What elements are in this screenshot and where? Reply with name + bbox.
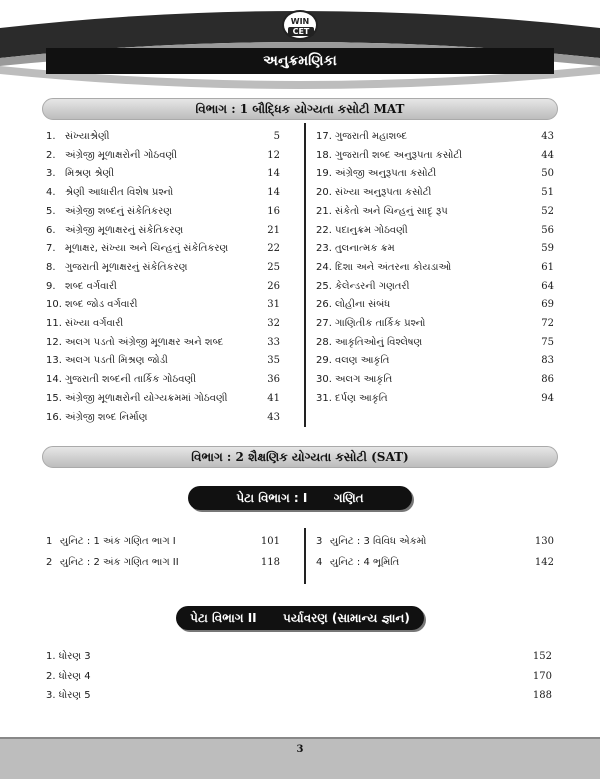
page-title: અનુક્રમણિકા <box>46 48 554 74</box>
entry-title: અંગ્રેજી મૂળાક્ષરનું સંકેતિકરણ <box>65 224 184 236</box>
entry-number: 30. <box>316 374 332 386</box>
toc-entry <box>46 533 280 551</box>
toc-entry <box>316 296 554 314</box>
entry-page-number: 61 <box>541 261 554 273</box>
entry-page-number: 170 <box>532 670 552 682</box>
entry-title: અંગ્રેજી મૂળાક્ષરોની ગોઠવણી <box>65 149 178 161</box>
entry-title: શબ્દ જોડ વર્ગવારી <box>65 299 138 311</box>
entry-page-number: 22 <box>267 243 280 255</box>
entry-number: 28. <box>316 336 332 348</box>
page-footer <box>0 737 600 779</box>
toc-entry <box>46 668 552 686</box>
entry-number: 27. <box>316 318 332 329</box>
toc-entry <box>46 371 280 389</box>
entry-title: 1. ધોરણ 3 <box>46 651 91 662</box>
toc-entry <box>316 390 554 408</box>
entry-title: અલગ પડતો અંગ્રેજી મૂળાક્ષર અને શબ્દ <box>65 336 224 348</box>
toc-entry <box>46 147 280 165</box>
entry-title: સંકેતો અને ચિન્હનું સાદૃ રૂપ <box>335 205 448 217</box>
entry-page-number: 31 <box>267 299 280 311</box>
entry-title: દિશા અને અંતરના કોયડાઓ <box>335 261 452 273</box>
subsection-2-label: પેટા વિભાગ II <box>190 611 257 625</box>
entry-title: વલણ આકૃતિ <box>335 355 390 367</box>
toc-entry <box>316 128 554 146</box>
toc-entry <box>46 315 280 333</box>
entry-page-number: 12 <box>267 149 280 161</box>
toc-entry <box>46 222 280 240</box>
entry-page-number: 64 <box>541 280 554 292</box>
entry-title: 2. ધોરણ 4 <box>46 670 91 682</box>
entry-page-number: 72 <box>541 318 554 329</box>
entry-title: સંખ્યા વર્ગવારી <box>65 318 124 329</box>
entry-page-number: 188 <box>532 690 552 701</box>
toc-entry <box>46 165 280 183</box>
entry-page-number: 152 <box>532 651 552 662</box>
entry-page-number: 32 <box>267 318 280 329</box>
entry-number: 3. <box>46 168 56 180</box>
subsection-2-heading <box>176 606 424 630</box>
entry-number: 15. <box>46 392 62 404</box>
entry-number: 3 <box>316 536 323 547</box>
entry-page-number: 50 <box>541 168 554 180</box>
entry-title: સંખ્યાશ્રેણી <box>65 131 110 142</box>
entry-title: અલગ આકૃતિ <box>335 374 393 386</box>
entry-number: 21. <box>316 205 332 217</box>
entry-title: 3. ધોરણ 5 <box>46 690 91 701</box>
page-number: 3 <box>296 744 304 755</box>
entry-number: 4 <box>316 557 323 568</box>
entry-page-number: 51 <box>541 187 554 199</box>
toc-entry <box>316 554 554 572</box>
entry-page-number: 59 <box>541 243 554 255</box>
entry-page-number: 14 <box>267 168 280 180</box>
entry-number: 6. <box>46 224 56 236</box>
entry-page-number: 130 <box>534 536 554 547</box>
toc-entry <box>46 278 280 296</box>
entry-number: 2 <box>46 557 53 568</box>
entry-number: 25. <box>316 280 332 292</box>
toc-entry <box>316 147 554 165</box>
entry-title: ગુજરાતી શબ્દ અનુરૂપતા કસોટી <box>335 149 463 161</box>
toc-entry <box>316 259 554 277</box>
entry-page-number: 94 <box>541 392 554 404</box>
entry-number: 19. <box>316 168 332 180</box>
entry-title: અંગ્રેજી મૂળાક્ષરોની યોગ્યક્રમમાં ગોઠવણી <box>65 392 228 404</box>
toc-entry <box>46 554 280 572</box>
entry-title: ગુજરાતી મહાશબ્દ <box>335 131 408 142</box>
toc-entry <box>316 315 554 333</box>
entry-title: શબ્દ વર્ગવારી <box>65 280 117 292</box>
entry-number: 14. <box>46 374 62 386</box>
section-2-heading: વિભાગ : 2 શૈક્ષણિક યોગ્યતા કસોટી (SAT) <box>42 446 558 468</box>
entry-title: પદાનુક્રમ ગોઠવણી <box>335 224 408 236</box>
toc-entry <box>46 687 552 705</box>
entry-page-number: 44 <box>541 149 554 161</box>
entry-number: 13. <box>46 355 62 367</box>
toc-entry <box>316 278 554 296</box>
entry-title: ગાણિતીક તાર્કિક પ્રશ્નો <box>335 318 426 329</box>
entry-number: 10. <box>46 299 62 311</box>
entry-page-number: 14 <box>267 187 280 199</box>
entry-page-number: 36 <box>267 374 280 386</box>
entry-page-number: 86 <box>541 374 554 386</box>
entry-title: દર્પણ આકૃતિ <box>335 392 388 404</box>
entry-title: યુનિટ : 1 અંક ગણિત ભાગ I <box>60 536 176 547</box>
entry-number: 17. <box>316 131 332 142</box>
entry-page-number: 21 <box>267 224 280 236</box>
section-1-heading: વિભાગ : 1 બૌદ્ધિક યોગ્યતા કસોટી MAT <box>42 98 558 120</box>
entry-title: મિશ્રણ શ્રેણી <box>65 168 115 180</box>
entry-page-number: 16 <box>267 205 280 217</box>
entry-title: યુનિટ : 4 ભૂમિતિ <box>330 557 400 568</box>
entry-number: 16. <box>46 411 62 423</box>
entry-number: 26. <box>316 299 332 311</box>
entry-page-number: 52 <box>541 205 554 217</box>
toc-entry <box>46 128 280 146</box>
entry-title: યુનિટ : 3 વિવિધ એકમો <box>330 536 427 547</box>
entry-number: 4. <box>46 187 56 199</box>
entry-number: 5. <box>46 205 56 217</box>
toc-entry <box>46 409 280 427</box>
toc-entry <box>46 390 280 408</box>
entry-page-number: 43 <box>267 411 280 423</box>
entry-page-number: 26 <box>267 280 280 292</box>
entry-page-number: 56 <box>541 224 554 236</box>
entry-number: 9. <box>46 280 56 292</box>
toc-entry <box>316 352 554 370</box>
toc-entry <box>46 240 280 258</box>
toc-entry <box>46 259 280 277</box>
entry-number: 2. <box>46 149 56 161</box>
entry-number: 18. <box>316 149 332 161</box>
entry-page-number: 75 <box>541 336 554 348</box>
subsection-1-label: પેટા વિભાગ : I <box>236 491 308 505</box>
entry-number: 1 <box>46 536 53 547</box>
toc-entry <box>46 334 280 352</box>
entry-title: ગુજરાતી મૂળાક્ષરનું સંકેતિકરણ <box>65 261 188 273</box>
entry-number: 22. <box>316 224 332 236</box>
toc-entry <box>46 648 552 666</box>
toc-entry <box>316 165 554 183</box>
entry-title: યુનિટ : 2 અંક ગણિત ભાગ II <box>60 557 179 568</box>
entry-title: તુલનાત્મક ક્રમ <box>335 243 395 255</box>
entry-page-number: 35 <box>267 355 280 367</box>
toc-entry <box>316 334 554 352</box>
entry-page-number: 118 <box>260 557 280 568</box>
entry-title: મૂળાક્ષર, સંખ્યા અને ચિન્હનું સંકેતિકરણ <box>65 243 229 255</box>
subsection-2-subject: પર્યાવરણ (સામાન્ય જ્ઞાન) <box>283 611 410 625</box>
entry-title: અંગ્રેજી શબ્દનું સંકેતિકરણ <box>65 205 172 217</box>
entry-number: 1. <box>46 131 56 142</box>
toc-entry <box>46 296 280 314</box>
toc-entry <box>46 352 280 370</box>
page-header <box>0 0 600 100</box>
entry-number: 23. <box>316 243 332 255</box>
column-divider <box>304 528 306 584</box>
entry-number: 7. <box>46 243 56 255</box>
entry-page-number: 33 <box>267 336 280 348</box>
toc-entry <box>316 184 554 202</box>
entry-number: 8. <box>46 261 56 273</box>
toc-entry <box>316 371 554 389</box>
entry-title: અંગ્રેજી શબ્દ નિર્માણ <box>65 411 148 423</box>
toc-entry <box>46 184 280 202</box>
entry-title: લોહીના સંબંધ <box>335 299 391 311</box>
entry-title: કેલેન્ડરની ગણતરી <box>335 280 410 292</box>
entry-title: અંગ્રેજી અનુરૂપતા કસોટી <box>335 168 437 180</box>
entry-page-number: 142 <box>534 557 554 568</box>
entry-number: 24. <box>316 261 332 273</box>
entry-title: આકૃતિઓનું વિશ્લેષણ <box>335 336 423 348</box>
entry-title: અલગ પડતી મિશ્રણ જોડી <box>65 355 168 367</box>
entry-number: 29. <box>316 355 332 367</box>
subsection-1-heading <box>188 486 412 510</box>
entry-number: 31. <box>316 392 332 404</box>
toc-entry <box>316 533 554 551</box>
entry-title: સંખ્યા અનુરૂપતા કસોટી <box>335 187 432 199</box>
column-divider <box>304 123 306 427</box>
toc-entry <box>316 222 554 240</box>
entry-number: 12. <box>46 336 62 348</box>
entry-page-number: 5 <box>273 131 280 142</box>
toc-entry <box>316 240 554 258</box>
toc-entry <box>316 203 554 221</box>
entry-page-number: 25 <box>267 261 280 273</box>
entry-number: 11. <box>46 318 62 329</box>
entry-number: 20. <box>316 187 332 199</box>
subsection-1-subject: ગણિત <box>333 491 364 505</box>
entry-title: ગુજરાતી શબ્દની તાર્કિક ગોઠવણી <box>65 374 197 386</box>
entry-title: શ્રેણી આધારીત વિશેષ પ્રશ્નો <box>65 187 174 199</box>
toc-entry <box>46 203 280 221</box>
entry-page-number: 69 <box>541 299 554 311</box>
entry-page-number: 41 <box>267 392 280 404</box>
entry-page-number: 43 <box>541 131 554 142</box>
entry-page-number: 101 <box>260 536 280 547</box>
entry-page-number: 83 <box>541 355 554 367</box>
wincet-logo: WIN CET <box>282 10 318 40</box>
